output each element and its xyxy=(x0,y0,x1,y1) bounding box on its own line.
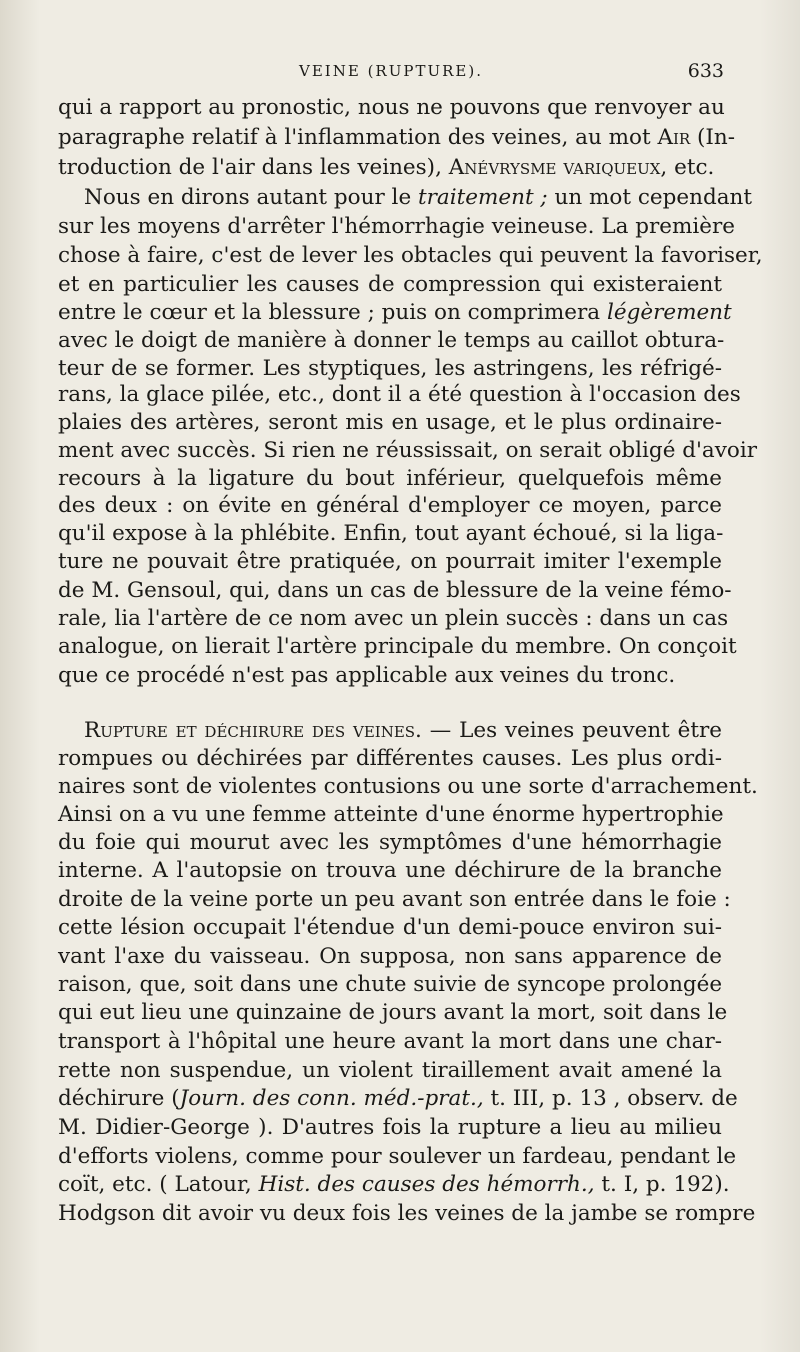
text-line: qui eut lieu une quinzaine de jours avant la mort, soit dans le xyxy=(58,1000,728,1025)
text-line: transport à l'hôpital une heure avant la mort dans une char- xyxy=(58,1029,722,1054)
text-line: paragraphe relatif à l'inflammation des veines, au mot Air (In- xyxy=(58,125,736,150)
text-line: rette non suspendue, un violent tiraillement avait amené la xyxy=(58,1058,722,1083)
text-line: recours à la ligature du bout inférieur, quelquefois même xyxy=(58,466,722,491)
text-line: analogue, on lierait l'artère principale du membre. On conçoit xyxy=(58,634,737,659)
text-line: que ce procédé n'est pas applicable aux veines du tronc. xyxy=(58,663,676,688)
section-heading: Rupture et déchirure des veines. xyxy=(84,718,422,743)
text-line: raison, que, soit dans une chute suivie de syncope prolongée xyxy=(58,972,723,997)
text-line: qu'il expose à la phlébite. Enfin, tout ayant échoué, si la liga- xyxy=(58,521,724,546)
text-line: plaies des artères, seront mis en usage, et le plus ordinaire- xyxy=(58,410,722,435)
text-line: ment avec succès. Si rien ne réussissait, on serait obligé d'avoir xyxy=(58,438,757,463)
text-line: rale, lia l'artère de ce nom avec un plein succès : dans un cas xyxy=(58,606,729,631)
text-line: des deux : on évite en général d'employer ce moyen, parce xyxy=(58,493,722,518)
text-line: entre le cœur et la blessure ; puis on comprimera légèrement xyxy=(58,300,732,325)
text-line: naires sont de violentes contusions ou une sorte d'arrachement. xyxy=(58,774,758,799)
page-number: 633 xyxy=(687,60,724,82)
text-line: avec le doigt de manière à donner le temps au caillot obtura- xyxy=(58,328,725,353)
text-line: d'efforts violens, comme pour soulever un fardeau, pendant le xyxy=(58,1144,737,1169)
cross-reference: Anévrysme variqueux xyxy=(448,155,661,180)
emphasis: traitement ; xyxy=(418,185,548,210)
citation: Journ. des conn. méd.-prat., xyxy=(179,1086,484,1111)
text-line: M. Didier-George ). D'autres fois la rupture a lieu au milieu xyxy=(58,1115,722,1140)
text-line: droite de la veine porte un peu avant son entrée dans le foie : xyxy=(58,887,731,912)
text-line: Nous en dirons autant pour le traitement ; un mot cependant xyxy=(84,185,753,210)
text-line: Rupture et déchirure des veines. — Les veines peuvent être xyxy=(84,718,723,743)
text-line: cette lésion occupait l'étendue d'un demi-pouce environ sui- xyxy=(58,915,722,940)
text-line: et en particulier les causes de compression qui existeraient xyxy=(58,272,722,297)
text-line: Hodgson dit avoir vu deux fois les veines de la jambe se rompre xyxy=(58,1201,756,1226)
text-line: du foie qui mourut avec les symptômes d'une hémorrhagie xyxy=(58,830,722,855)
citation: Hist. des causes des hémorrh., xyxy=(258,1172,595,1197)
text-line: coït, etc. ( Latour, Hist. des causes des hémorrh., t. I, p. 192). xyxy=(58,1172,730,1197)
cross-reference: Air xyxy=(657,125,691,150)
text-line: teur de se former. Les styptiques, les astringens, les réfrigé- xyxy=(58,356,722,381)
emphasis: légèrement xyxy=(606,300,732,325)
text-line: rans, la glace pilée, etc., dont il a été question à l'occasion des xyxy=(58,382,741,407)
text-line: chose à faire, c'est de lever les obtacles qui peuvent la favoriser, xyxy=(58,243,763,268)
text-line: vant l'axe du vaisseau. On supposa, non sans apparence de xyxy=(58,944,722,969)
text-line: troduction de l'air dans les veines), Anévrysme variqueux, etc. xyxy=(58,155,715,180)
text-line: rompues ou déchirées par différentes causes. Les plus ordi- xyxy=(58,746,722,771)
running-title: VEINE (RUPTURE). xyxy=(299,62,483,80)
text-line: de M. Gensoul, qui, dans un cas de blessure de la veine fémo- xyxy=(58,578,732,603)
text-line: sur les moyens d'arrêter l'hémorrhagie veineuse. La première xyxy=(58,214,735,239)
running-head xyxy=(58,60,724,88)
text-line: Ainsi on a vu une femme atteinte d'une énorme hypertrophie xyxy=(58,802,724,827)
text-line: qui a rapport au pronostic, nous ne pouvons que renvoyer au xyxy=(58,95,725,120)
text-line: interne. A l'autopsie on trouva une déchirure de la branche xyxy=(58,858,722,883)
text-line: ture ne pouvait être pratiquée, on pourrait imiter l'exemple xyxy=(58,549,722,574)
text-line: déchirure (Journ. des conn. méd.-prat., t. III, p. 13 , observ. de xyxy=(58,1086,738,1111)
